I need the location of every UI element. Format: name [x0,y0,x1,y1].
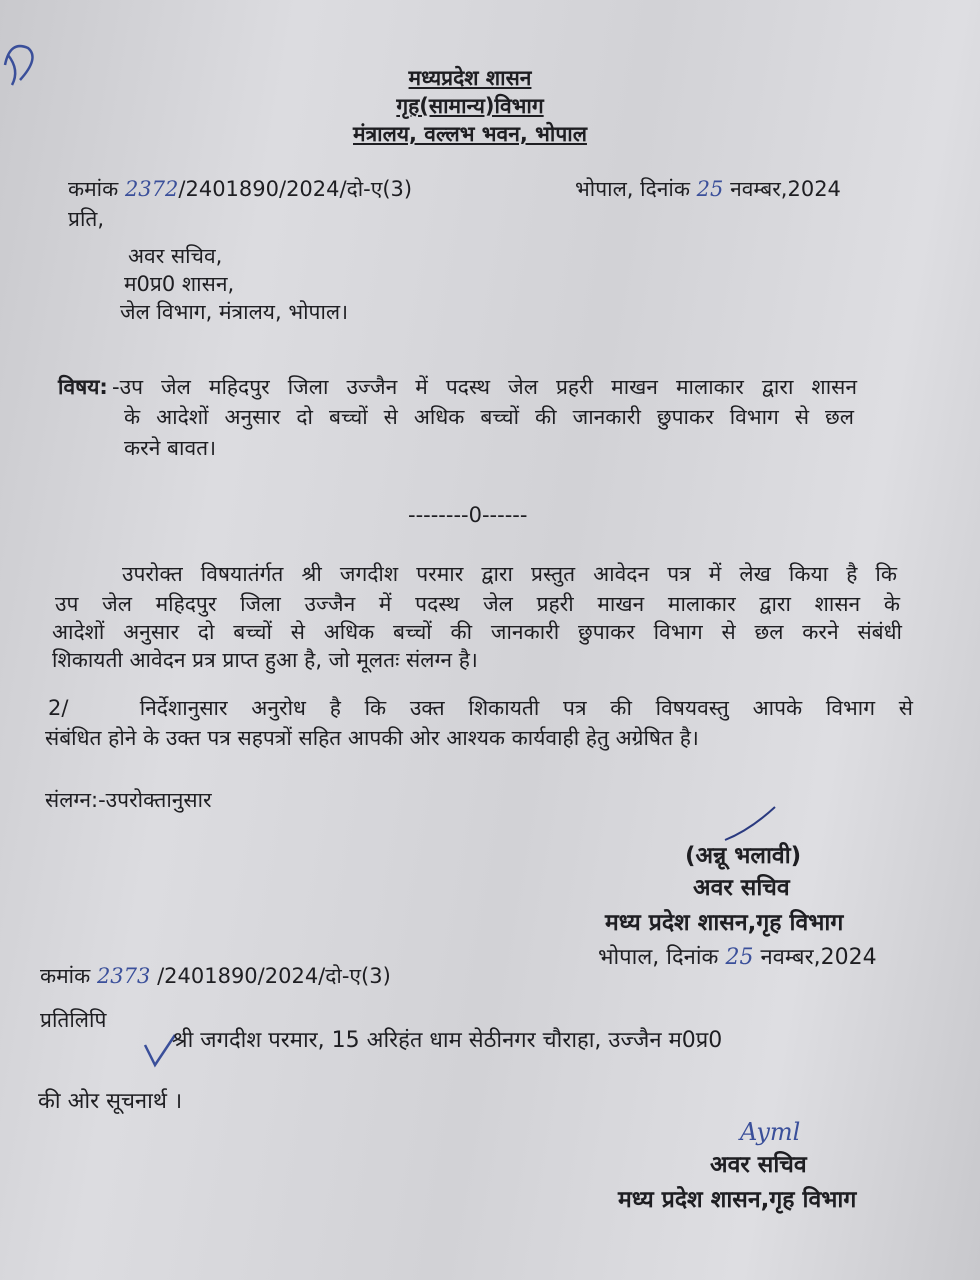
handwritten-ref-no: 2373 [96,964,151,988]
footer-office: मध्य प्रदेश शासन,गृह विभाग [618,1187,857,1213]
copy-recipient: श्री जगदीश परमार, 15 अरिहंत धाम सेठीनगर चौराहा, उज्जैन म0प्र0 [172,1028,723,1053]
signatory-designation: अवर सचिव [693,875,790,901]
paragraph-line: उप जेल महिदपुर जिला उज्जैन में पदस्थ जेल प्रहरी माखन मालाकार द्वारा शासन के [55,592,900,616]
handwritten-day: 25 [725,945,754,970]
subject-line: के आदेशों अनुसार दो बच्चों से अधिक बच्चों की जानकारी छुपाकर विभाग से छल [124,405,854,429]
reference-number [68,175,412,203]
footer-designation: अवर सचिव [710,1152,807,1178]
signature-tick [720,805,780,845]
paragraph-line: 2/ निर्देशानुसार अनुरोध है कि उक्त शिकायती पत्र की विषयवस्तु आपके विभाग से [48,696,913,720]
paragraph-line: संबंधित होने के उक्त पत्र सहपत्रों सहित आपकी ओर आश्यक कार्यवाही हेतु अग्रेषित है। [45,726,699,750]
copy-reference-number [40,962,391,990]
copy-label: प्रतिलिपि [40,1008,107,1032]
recipient-line: जेल विभाग, मंत्रालय, भोपाल। [120,300,349,324]
date-suffix: नवम्बर,2024 [723,177,841,201]
handwritten-day: 25 [696,177,724,201]
header-department: गृह(सामान्य)विभाग [396,94,544,118]
paragraph-line: उपरोक्त विषयातंर्गत श्री जगदीश परमार द्वारा प्रस्तुत आवेदन पत्र में लेख किया है कि [122,562,897,586]
footer-signature: Ayml [740,1118,801,1146]
subject-line: करने बावत। [124,436,217,460]
recipient-line: म0प्र0 शासन, [124,272,235,296]
header-address: मंत्रालय, वल्लभ भवन, भोपाल [353,122,587,146]
ref-suffix: /2401890/2024/दो-ए(3) [178,177,413,201]
copy-purpose: की ओर सूचनार्थ । [38,1089,183,1114]
handwritten-ref-no: 2372 [124,177,179,201]
subject-line: -उप जेल महिदपुर जिला उज्जैन में पदस्थ जेल प्रहरी माखन मालाकार द्वारा शासन [112,375,857,399]
header-government: मध्यप्रदेश शासन [408,66,532,90]
paragraph-line: शिकायती आवेदन प्रत्र प्राप्त हुआ है, जो मूलतः संलग्न है। [52,648,478,672]
subject-label: विषय: [58,375,108,399]
letter-date [575,175,841,203]
enclosure: संलग्न:-उपरोक्तानुसार [45,788,212,812]
date-suffix: नवम्बर,2024 [753,945,877,970]
signatory-date [598,944,877,972]
recipient-line: अवर सचिव, [128,244,223,268]
signatory-office: मध्य प्रदेश शासन,गृह विभाग [605,910,844,936]
date-prefix: भोपाल, दिनांक [575,177,697,201]
ref-prefix: कमांक [68,177,125,201]
ref-suffix: /2401890/2024/दो-ए(3) [150,964,391,988]
date-prefix: भोपाल, दिनांक [598,945,726,970]
to-label: प्रति, [68,207,105,231]
ref-prefix: कमांक [40,964,97,988]
paragraph-line: आदेशों अनुसार दो बच्चों से अधिक बच्चों की जानकारी छुपाकर विभाग से छल करने संबंधी [52,620,902,644]
signatory-name: (अन्नू भलावी) [685,843,802,869]
separator: --------0------ [408,503,528,527]
